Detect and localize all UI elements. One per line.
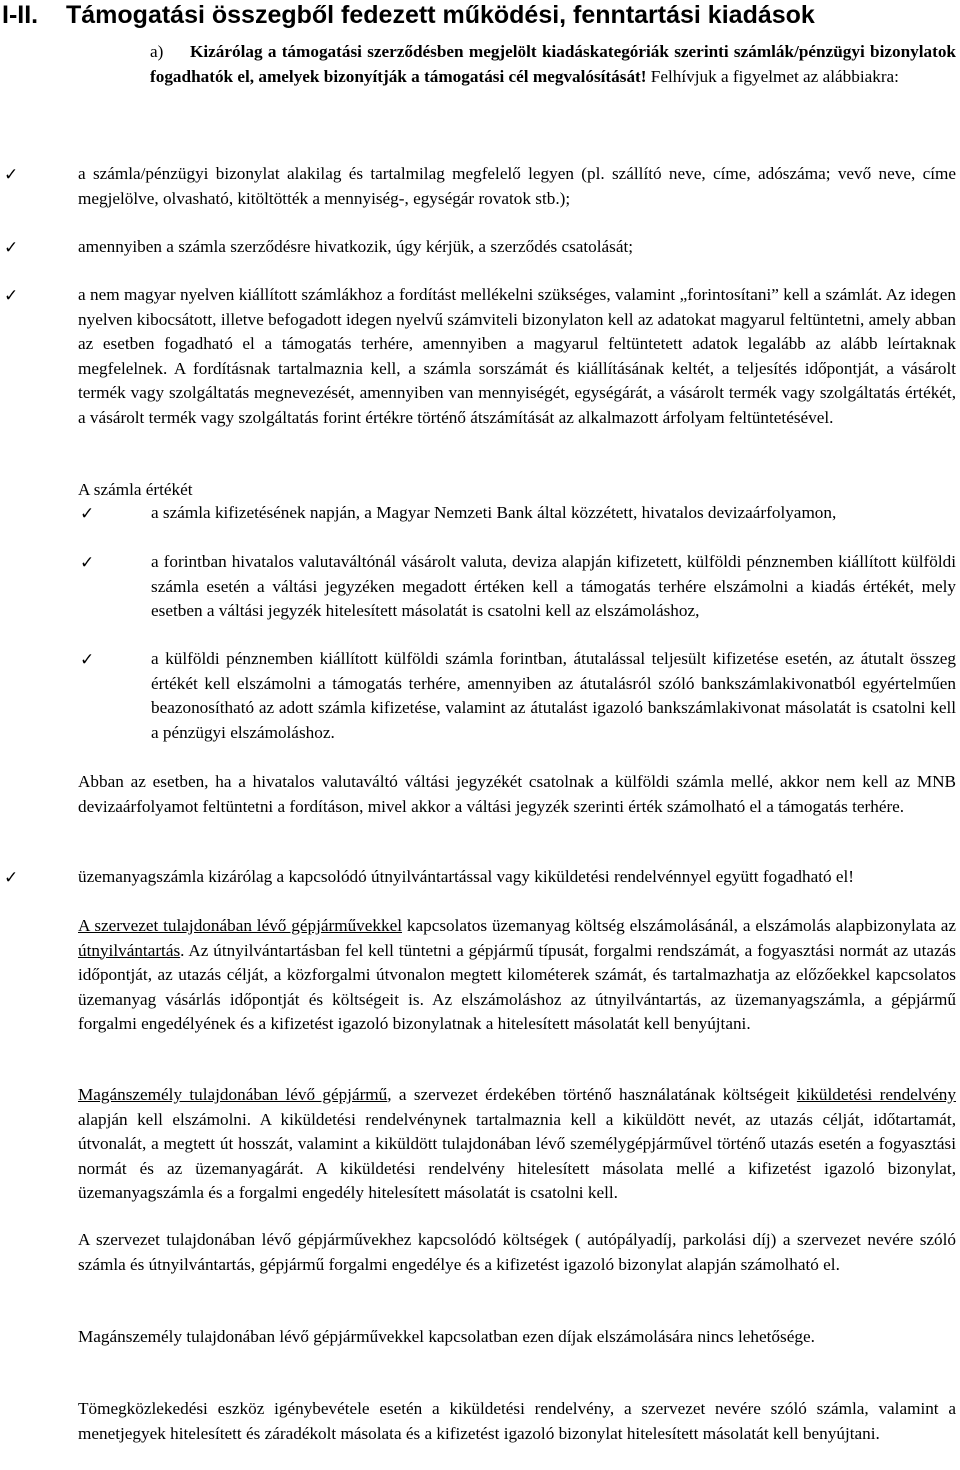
paragraph-text: . Az útnyilvántartásban fel kell tüntetni a gépjármű típusát, forgalmi rendszámát, a fogyasztási normát az utazás időpontját, az utazás célját, a közforgalmi útvonalon megtett kilométerek számát, és tartalmazhatja az előzőekkel kapcsolatos üzemanyag vásárlás időpontját és költségeit is. Az elszámoláshoz az útnyilvántartás, az üzemanyagszámla, a gépjármű forgalmi engedélyének és a kifizetést igazoló bizonylatnak a hitelesített másolatát kell benyújtani. [78, 940, 956, 1033]
paragraph-company-vehicle [78, 914, 956, 1037]
intro-text: Felhívjuk a figyelmet az alábbiakra: [646, 66, 899, 86]
list-marker: a) [150, 42, 164, 61]
check-icon: ✓ [80, 650, 95, 670]
section-title: Támogatási összegből fedezett működési, fenntartási kiadások [66, 1, 815, 29]
check-icon: ✓ [4, 238, 19, 258]
underlined-text: útnyilvántartás [78, 940, 181, 960]
paragraph-private-vehicle [78, 1083, 956, 1206]
check-icon: ✓ [4, 286, 19, 306]
underlined-text: A szervezet tulajdonában lévő gépjárművekkel [78, 916, 402, 935]
check-icon: ✓ [4, 868, 19, 888]
paragraph-text: kapcsolatos üzemanyag költség elszámolásánál, a elszámolás alapbizonylata az [402, 916, 956, 935]
paragraph-toll-parking: A szervezet tulajdonában lévő gépjárművekhez kapcsolódó költségek ( autópályadíj, parkolási díj) a szervezet nevére szóló számla és útnyilvántartás, gépjármű forgalmi engedélye és a kifizetést igazoló bizonylat alapján számolható el. [78, 1230, 956, 1274]
section-heading [2, 0, 815, 30]
list-item-foreign-invoice: a nem magyar nyelven kiállított számlákhoz a fordítást mellékelni szükséges, valamint „forintosítani” kell a számlát. Az idegen nyelven kibocsátott, illetve befogadott idegen nyelvű számviteli bizonylaton kell az adatokat magyarul feltüntetni, amely abban az esetben fogadható el a támogatás terhére, amennyiben a magyarul feltüntetett adatok legalább az alább leírtaknak megfelelnek. A fordításnak tartalmaznia kell, a számla sorszámát és kiállításának keltét, a teljesítés időpontját, a vásárolt termék vagy szolgáltatás megnevezését, amennyiben van mennyiségét, egységárát, a vásárolt termék vagy szolgáltatás értékét, a vásárolt termék vagy szolgáltatás forint értékre történő átszámítását az alkalmazott árfolyam feltüntetésével. [78, 285, 956, 427]
sublist-item-bank-transfer: a külföldi pénznemben kiállított külföldi számla forintban, átutalással teljesült kifizetése esetén, az átutalt összeg értékét kell elszámolni a támogatás terhére, amennyiben az átutalásról szóló bankszámlakivonatból egyértelműen beazonosítható az adott számla kifizetése, valamint az átutalást igazoló bankszámlakivonat másolatát is csatolni kell a pénzügyi elszámoláshoz. [151, 649, 956, 742]
underlined-text: kiküldetési rendelvény [796, 1085, 956, 1104]
sublist-item-mnb-rate: a számla kifizetésének napján, a Magyar Nemzeti Bank által közzétett, hivatalos devizaárfolyamon, [151, 503, 837, 522]
list-item-invoice-form: a számla/pénzügyi bizonylat alakilag és tartalmilag megfelelő legyen (pl. szállító neve, címe, adószáma; vevő neve, címe megjelölve, olvasható, kitöltötték a mennyiség-, egységár rovatok stb.); [78, 164, 956, 208]
check-icon: ✓ [80, 553, 95, 573]
check-icon: ✓ [80, 504, 95, 524]
intro-bold-text: Kizárólag a támogatási szerződésben megjelölt kiadáskategóriák szerinti számlák/pénzügyi bizonylatok fogadhatók el, amelyek bizonyítják a támogatási cél megvalósítását! [150, 42, 956, 86]
exchange-note-paragraph: Abban az esetben, ha a hivatalos valutaváltó váltási jegyzékét csatolnak a külföldi számla mellé, akkor nem kell az MNB devizaárfolyamot feltüntetni a fordításon, mivel akkor a váltási jegyzék szerinti érték számolható el a támogatás terhére. [78, 772, 956, 816]
list-item-fuel-invoice: üzemanyagszámla kizárólag a kapcsolódó útnyilvántartással vagy kiküldetési rendelvénnyel együtt fogadható el! [78, 867, 855, 886]
invoice-value-label: A számla értékét [78, 480, 193, 499]
section-number: I-II. [2, 1, 39, 29]
intro-paragraph [150, 40, 956, 89]
list-item-contract: amennyiben a számla szerződésre hivatkozik, úgy kérjük, a szerződés csatolását; [78, 237, 634, 256]
paragraph-private-fees: Magánszemély tulajdonában lévő gépjárművekkel kapcsolatban ezen díjak elszámolására nincs lehetősége. [78, 1327, 815, 1346]
paragraph-text: alapján kell elszámolni. A kiküldetési rendelvénynek tartalmaznia kell a kiküldött nevét, az utazás célját, időtartamát, útvonalát, a megtett út hosszát, valamint a kiküldött tulajdonában lévő személygépjárművel történő utazás esetén a fogyasztási normát és az üzemanyagárát. A kiküldetési rendelvény hitelesített másolata mellé a kifizetést igazoló bizonylat, üzemanyagszámla és a forgalmi engedély hitelesített másolatát is csatolni kell. [78, 1109, 956, 1202]
sublist-item-exchange-office: a forintban hivatalos valutaváltónál vásárolt valuta, deviza alapján kifizetett, külföldi pénznemben kiállított külföldi számla esetén a váltási jegyzéken megadott értéken kell a támogatás terhére elszámolni a kiadás értékét, mely esetben a váltási jegyzék hitelesített másolatát is csatolni kell az elszámoláshoz, [151, 552, 956, 620]
underlined-text: Magánszemély tulajdonában lévő gépjármű [78, 1085, 388, 1104]
paragraph-public-transport: Tömegközlekedési eszköz igénybevétele esetén a kiküldetési rendelvény, a szervezet nevére szóló számla, valamint a menetjegyek hitelesített és záradékolt másolata és a kifizetést igazoló bizonylat hitelesített másolatát kell benyújtani. [78, 1399, 956, 1443]
paragraph-text: , a szervezet érdekében történő használatának költségeit [387, 1085, 797, 1104]
check-icon: ✓ [4, 165, 19, 185]
